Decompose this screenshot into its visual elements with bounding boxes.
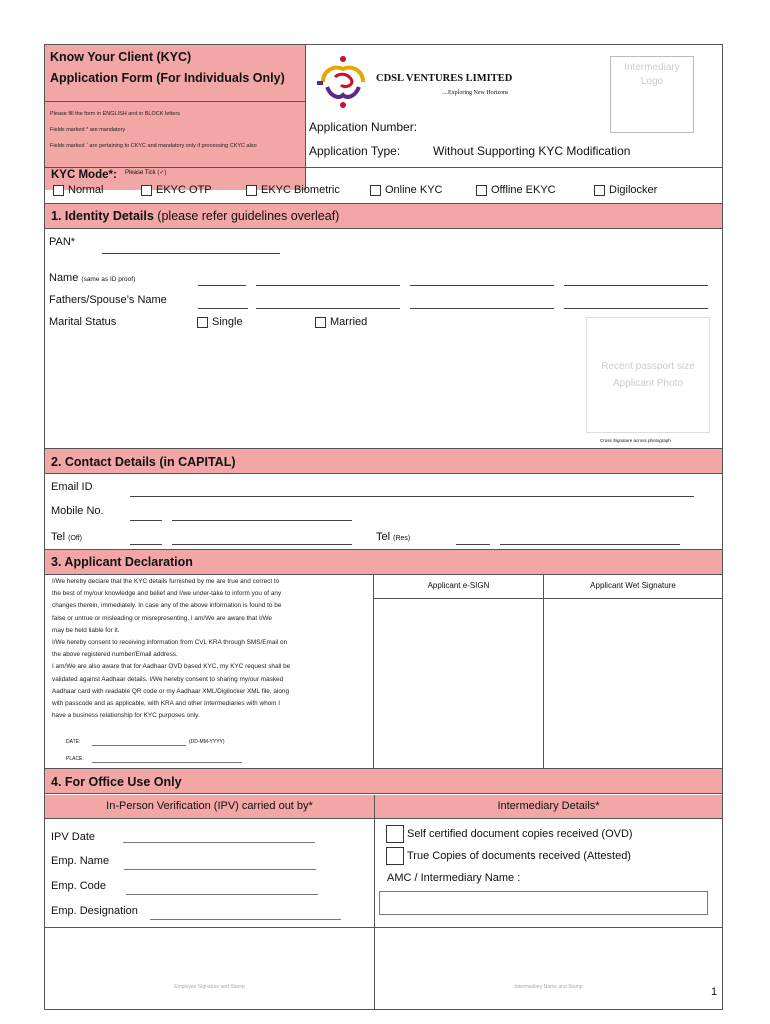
declaration-divider [373,575,374,768]
kyc-option-normal[interactable]: Normal [53,184,103,196]
signature-divider [543,575,544,768]
amc-label: AMC / Intermediary Name : [387,872,521,884]
intermediary-stamp-caption: Intermediary Name and Stamp [514,984,583,990]
application-type-value: Without Supporting KYC Modification [433,144,631,158]
name-last-field[interactable] [564,285,708,286]
ipv-date-field[interactable] [123,842,315,843]
name-prefix-field[interactable] [198,285,246,286]
intermediary-header: Intermediary Details* [497,800,600,812]
checkbox-icon[interactable] [370,185,381,196]
place-label: PLACE: [66,756,84,762]
checkbox-icon[interactable] [476,185,487,196]
pan-label: PAN* [49,236,76,248]
intermediary-logo-text: Intermediary Logo [624,62,680,87]
checkbox-icon[interactable] [141,185,152,196]
attested-option[interactable]: True Copies of documents received (Attested) [386,847,631,865]
esign-area[interactable] [375,600,542,767]
pan-field[interactable] [102,253,280,254]
form-title-line2: Application Form (For Individuals Only) [50,71,285,85]
mobile-code-field[interactable] [130,520,162,521]
header-divider [45,101,306,102]
checkbox-icon[interactable] [386,825,404,843]
checkbox-icon[interactable] [594,185,605,196]
date-format: (DD-MM-YYYY) [189,739,225,745]
amc-name-input[interactable] [379,891,708,915]
kyc-mode-hint: Please Tick (✓) [125,170,167,176]
ovd-option[interactable]: Self certified document copies received (OVD) [386,825,633,843]
emp-designation-label: Emp. Designation [51,905,138,917]
tel-res-number-field[interactable] [500,544,680,545]
emp-code-field[interactable] [126,894,318,895]
tel-res-code-field[interactable] [456,544,490,545]
date-label: DATE: [66,739,81,745]
father-first-field[interactable] [256,308,400,309]
office-divider [374,795,375,1009]
tel-off-number-field[interactable] [172,544,352,545]
emp-name-label: Emp. Name [51,855,110,867]
wet-signature-area[interactable] [545,600,721,767]
kyc-option-ekyc-biometric[interactable]: EKYC Biometric [246,184,340,196]
checkbox-icon[interactable] [315,317,326,328]
signature-row-divider [45,927,722,928]
signature-header-divider [374,598,722,599]
esign-header: Applicant e-SIGN [427,581,490,590]
photo-placeholder-text: Recent passport size Applicant Photo [601,361,695,389]
application-type-label: Application Type: [309,144,401,158]
email-label: Email ID [51,481,93,493]
marital-married-option[interactable]: Married [315,316,367,328]
company-tagline: ....Exploring New Horizons [442,90,509,96]
father-name-label: Fathers/Spouse’s Name [49,294,167,306]
note-english-block: Please fill the form in ENGLISH and in BLOCK letters [50,111,180,117]
checkbox-icon[interactable] [197,317,208,328]
name-first-field[interactable] [256,285,400,286]
emp-designation-field[interactable] [150,919,341,920]
emp-code-label: Emp. Code [51,880,107,892]
marital-status-label: Marital Status [49,316,117,328]
place-field[interactable] [92,762,242,763]
divider [45,167,722,168]
name-label: Name (same as ID proof) [49,272,136,284]
form-title-line1: Know Your Client (KYC) [50,50,192,64]
note-mandatory: Fields marked * are mandatory [50,127,126,133]
marital-single-option[interactable]: Single [197,316,243,328]
tel-res-label: Tel (Res) [376,531,411,543]
section-declaration-title: 3. Applicant Declaration [51,555,193,569]
wet-signature-header: Applicant Wet Signature [590,581,676,590]
section-contact-title: 2. Contact Details (in CAPITAL) [51,455,236,469]
ipv-date-label: IPV Date [51,831,96,843]
section-identity-title: 1. Identity Details (please refer guidelines overleaf) [51,209,340,223]
note-ckyc: Fields marked ˆ are pertaining to CKYC and mandatory only if processing CKYC also [50,143,257,149]
company-name: CDSL VENTURES LIMITED [376,73,513,84]
cdsl-logo-icon [315,55,371,109]
photo-caption: Cross Signature across photograph [600,438,671,443]
page-number: 1 [711,986,718,998]
tel-off-code-field[interactable] [130,544,162,545]
section-office-title: 4. For Office Use Only [51,775,182,789]
declaration-text: I/We hereby declare that the KYC details furnished by me are true and correct to the best of my/our knowledge and belief and I/we under-take to inform you of any changes therein, immediately. In case any of the above information is found to be false or untrue or misleading or misrepresenting, I am/We are aware that I/We may be held liable for it. I/We hereby consent to receiving information from CVL KRA through SMS/Email on the above registered number/Email address. I am/We are also aware that for Aadhaar OVD based KYC, my KYC request shall be validated against Aadhaar details. I/We hereby consent to sharing my/our masked Aadhaar card with readable QR code or my Aadhaar XML/Digilocker XML file, along with passcode and as applicable, with KRA and other Intermediaries with whom I have a business relationship for KYC purposes only. [52,578,291,720]
email-field[interactable] [130,496,694,497]
father-middle-field[interactable] [410,308,554,309]
mobile-label: Mobile No. [51,505,104,517]
kyc-option-digilocker[interactable]: Digilocker [594,184,657,196]
application-number-label: Application Number: [309,120,418,134]
date-field[interactable] [92,745,186,746]
checkbox-icon[interactable] [246,185,257,196]
mobile-number-field[interactable] [172,520,352,521]
employee-signature-caption: Employee Signature and Stamp [174,984,245,990]
checkbox-icon[interactable] [386,847,404,865]
father-prefix-field[interactable] [198,308,248,309]
emp-name-field[interactable] [124,869,316,870]
kyc-option-offline-ekyc[interactable]: Offline EKYC [476,184,556,196]
checkbox-icon[interactable] [53,185,64,196]
name-middle-field[interactable] [410,285,554,286]
tel-off-label: Tel (Off) [51,531,82,543]
kyc-mode-label: KYC Mode*: [51,169,117,181]
kyc-option-ekyc-otp[interactable]: EKYC OTP [141,184,212,196]
father-last-field[interactable] [564,308,708,309]
kyc-option-online-kyc[interactable]: Online KYC [370,184,442,196]
ipv-header: In-Person Verification (IPV) carried out by* [106,800,313,812]
